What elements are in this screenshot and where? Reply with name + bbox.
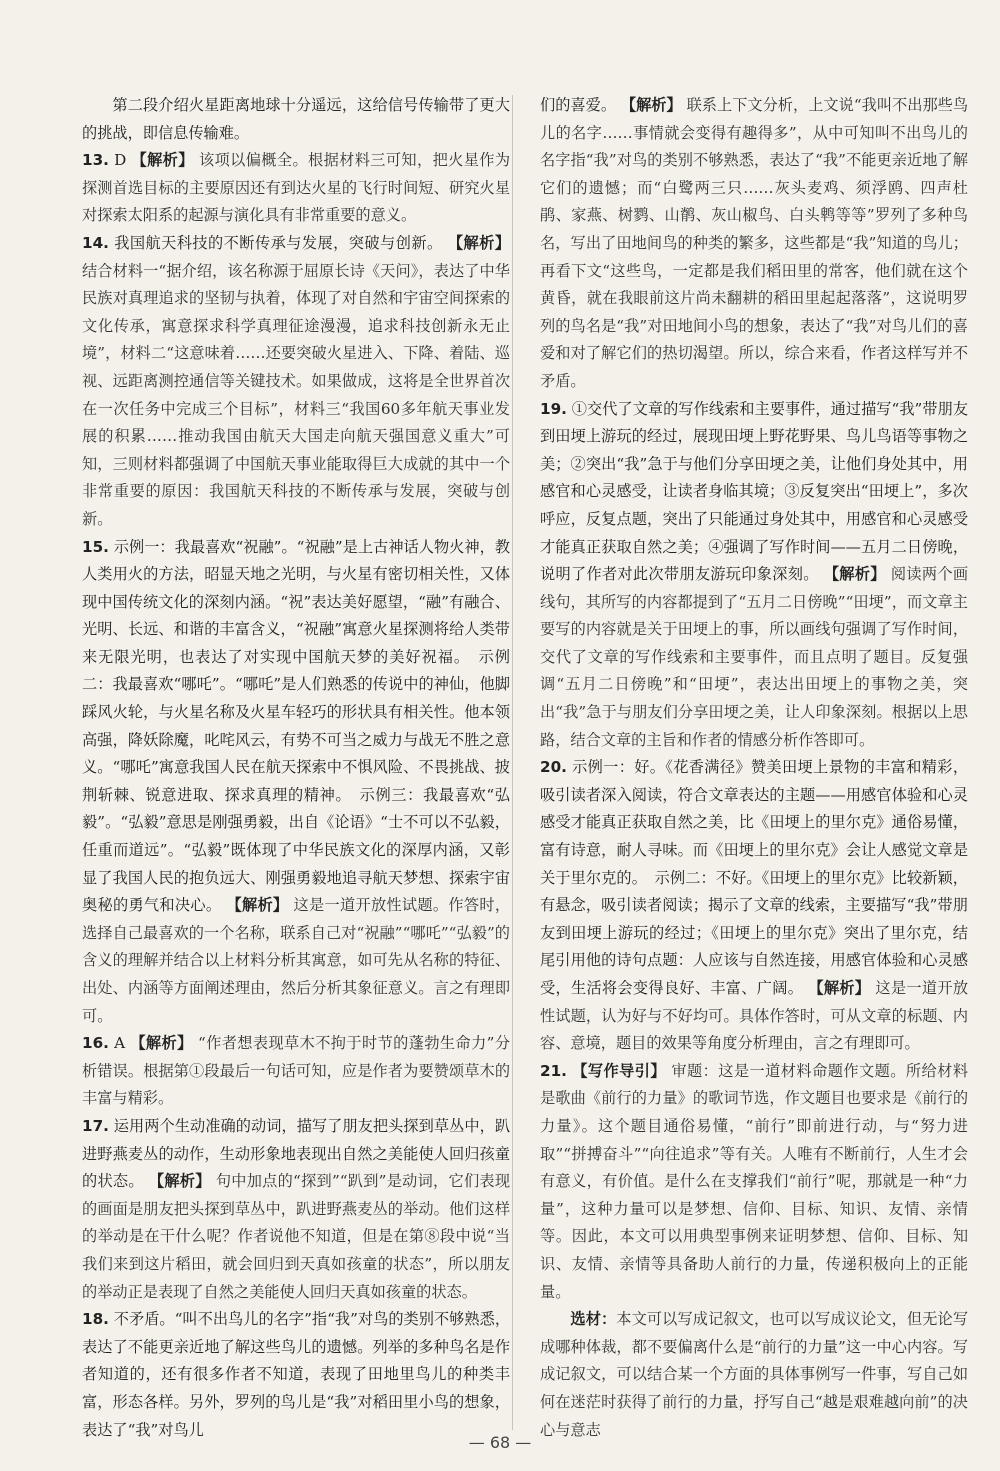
analysis-text: “作者想表现草木不拘于时节的蓬勃生命力”分析错误。根据第①段最后一句话可知，应是作者为要赞颂草木的丰富与精彩。 [82, 1034, 511, 1108]
material-selection [540, 1306, 968, 1444]
question-20 [540, 754, 968, 1058]
analysis-tag: 【解析】 [620, 96, 682, 114]
question-number: 21. [540, 1061, 567, 1080]
q12-continuation: 第二段介绍火星距离地球十分遥远，这给信号传输带了更大的挑战，即信息传输难。 [82, 96, 510, 142]
answer-text: 示例一：我最喜欢“祝融”。“祝融”是上古神话人物火神，教人类用火的方法，昭显天地之光明，与火星有密切相关性，又体现中国传统文化的深刻内涵。“祝”表达美好愿望，“融”有融合、光明、长远、和谐的丰富含义，“祝融”寓意火星探测将给人类带来无限光明，也表达了对实现中国航天梦的美好祝福。 示例二：我最喜欢“哪吒”。“哪吒”是人们熟悉的传说中的神仙，他脚踩风火轮，与火星名称及火星车轻巧的形状具有相关性。他本领高强，降妖除魔，叱咤风云，有势不可当之威力与战无不胜之意义。“哪吒”寓意我国人民在航天探索中不惧风险、不畏挑战、披荆斩棘、锐意进取、探求真理的精神。 示例三：我最喜欢“弘毅”。“弘毅”意思是刚强勇毅，出自《论语》“士不可以不弘毅，任重而道远”。“弘毅”既体现了中华民族文化的深厚内涵，又彰显了我国人民的抱负远大、刚强勇毅地追寻航天梦想、探索宇宙奥秘的勇气和决心。 [82, 537, 511, 915]
answer-text: 我国航天科技的不断传承与发展，突破与创新。 [114, 233, 443, 252]
writing-guide-text: 审题：这是一道材料命题作文题。所给材料是歌曲《前行的力量》的歌词节选，作文题目也要求是《前行的力量》。这个题目通俗易懂，“前行”即前进行动，与“努力进取”“拼搏奋斗”“向往追求”等有关。人唯有不断前行，人生才会有意义，有价值。是什么在支撑我们“前行”呢，那就是一种“力量”，这种力量可以是梦想、信仰、目标、知识、友情、亲情等。因此，本文可以用典型事例来证明梦想、信仰、目标、知识、友情、亲情等具备助人前行的力量，传递积极向上的正能量。 [540, 1061, 969, 1301]
page-number: — 68 — [468, 1433, 532, 1452]
analysis-tag: 【解析】 [808, 979, 871, 997]
answer-text: A [114, 1034, 126, 1053]
material-selection-label: 选材： [570, 1310, 617, 1329]
answer-text: ①交代了文章的写作线索和主要事件，通过描写“我”带朋友到田埂上游玩的经过，展现田埂上野花野果、鸟儿鸟语等事物之美；②突出“我”急于与他们分享田埂之美，让他们身处其中，用感官和心灵感受，让读者身临其境；③反复突出“田埂上”，多次呼应，反复点题，突出了只能通过身处其中，用感官和心灵感受才能真正获取自然之美；④强调了写作时间——五月二日傍晚，说明了作者对此次带朋友游玩印象深刻。 [540, 399, 969, 584]
question-19 [540, 396, 968, 755]
writing-guide-tag: 【写作导引】 [572, 1061, 667, 1080]
answer-text: D [114, 151, 127, 170]
question-number: 18. [82, 1310, 109, 1329]
question-13 [82, 147, 510, 230]
question-16 [82, 1030, 510, 1113]
question-number: 19. [540, 399, 567, 418]
analysis-text: 句中加点的“探到”“趴到”是动词，它们表现的画面是朋友把头探到草丛中，趴进野燕麦丛的举动。他们这样的举动是在干什么呢？作者说他不知道，但是在第⑧段中说“当我们来到这片稻田，就会回归到天真如孩童的状态”，所以朋友的举动正是表现了自然之美能使人回归天真如孩童的状态。 [82, 1172, 511, 1301]
question-number: 17. [82, 1116, 109, 1135]
analysis-tag: 【解析】 [131, 151, 194, 170]
question-number: 13. [82, 151, 109, 170]
material-selection-text: 本文可以写成记叙文，也可以写成议论文，但无论写成哪种体裁，都不要偏离什么是“前行的力量”这一中心内容。写成记叙文，可以结合某一个方面的具体事例写一件事，写自己如何在迷茫时获得了前行的力量，抒写自己“越是艰难越向前”的决心与意志 [540, 1310, 968, 1439]
question-number: 20. [540, 758, 567, 777]
left-column [82, 92, 510, 1444]
analysis-tag: 【解析】 [148, 1172, 211, 1191]
analysis-text: 阅读两个画线句，其所写的内容都提到了“五月二日傍晚”“田埂”，而文章主要写的内容就是关于田埂上的事，所以画线句强调了写作时间，交代了文章的写作线索和主要事件，而且点明了题目。反复强调“五月二日傍晚”和“田埂”，表达出田埂上的事物之美，突出“我”急于与朋友们分享田埂之美，让人印象深刻。根据以上思路，结合文章的主旨和作者的情感分析作答即可。 [540, 565, 969, 749]
analysis-text: 该项以偏概全。根据材料三可知，把火星作为探测首选目标的主要原因还有到达火星的飞行时间短、研究火星对探索太阳系的起源与演化具有非常重要的意义。 [82, 151, 511, 225]
analysis-tag: 【解析】 [823, 565, 886, 584]
answer-text: 示例一：好。《花香满径》赞美田埂上景物的丰富和精彩，吸引读者深入阅读，符合文章表达的主题——用感官体验和心灵感受才能真正获取自然之美，比《田埂上的里尔克》通俗易懂，富有诗意，耐人寻味。而《田埂上的里尔克》会让人感觉文章是关于里尔克的。 示例二：不好。《田埂上的里尔克》比较新颖，有悬念，吸引读者阅读；揭示了文章的线索，主要描写“我”带朋友到田埂上游玩的经过；《田埂上的里尔克》突出了里尔克，结尾引用他的诗句点题：人应该与自然连接，用感官体验和心灵感受，生活将会变得良好、丰富、广阔。 [540, 758, 969, 997]
analysis-text: 这是一道开放性试题，认为好与不好均可。具体作答时，可从文章的标题、内容、意境，题目的效果等角度分析理由，言之有理即可。 [540, 979, 969, 1053]
question-18-continued [540, 92, 968, 396]
question-21 [540, 1058, 968, 1306]
analysis-text: 这是一道开放性试题。作答时，选择自己最喜欢的一个名称，联系自己对“祝融”“哪吒”“弘毅”的含义的理解并结合以上材料分析其寓意，如可先从名称的特征、出处、内涵等方面阐述理由，然后分析其象征意义。言之有理即可。 [82, 896, 511, 1025]
analysis-tag: 【解析】 [447, 233, 511, 252]
analysis-tag: 【解析】 [130, 1034, 193, 1053]
question-number: 16. [82, 1034, 109, 1053]
question-15 [82, 534, 510, 1031]
analysis-tag: 【解析】 [226, 896, 289, 915]
analysis-text: 结合材料一“据介绍，该名称源于屈原长诗《天问》，表达了中华民族对真理追求的坚韧与执着，体现了对自然和宇宙空间探索的文化传承，寓意探求科学真理征途漫漫，追求科技创新永无止境”，材料二“这意味着……还要突破火星进入、下降、着陆、巡视、远距离测控通信等关键技术。如果做成，这将是全世界首次在一次任务中完成三个目标”，材料三“我国60多年航天事业发展的积累……推动我国由航天大国走向航天强国意义重大”可知，三则材料都强调了中国航天事业能取得巨大成就的其中一个非常重要的原因：我国航天科技的不断传承与发展，突破与创新。 [82, 261, 510, 528]
answer-text: 不矛盾。“叫不出鸟儿的名字”指“我”对鸟的类别不够熟悉，表达了不能更亲近地了解这些鸟儿的遗憾。列举的多种鸟名是作者知道的，还有很多作者不知道，表现了田地里鸟儿的种类丰富，形态各样。另外，罗列的鸟儿是“我”对稻田里小鸟的想象，表达了“我”对鸟儿 [82, 1310, 511, 1439]
answer-text: 运用两个生动准确的动词，描写了朋友把头探到草丛中，趴进野燕麦丛的动作，生动形象地表现出自然之美能使人回归孩童的状态。 [82, 1116, 511, 1191]
column-divider [512, 95, 513, 1430]
question-14 [82, 230, 510, 534]
question-17 [82, 1113, 510, 1306]
question-number: 14. [82, 233, 109, 252]
right-column [540, 92, 968, 1444]
question-number: 15. [82, 537, 109, 556]
answer-text: 们的喜爱。 [540, 96, 617, 114]
analysis-text: 联系上下文分析，上文说“我叫不出那些鸟儿的名字……事情就会变得有趣得多”，从中可知叫不出鸟儿的名字指“我”对鸟的类别不够熟悉，表达了“我”不能更亲近地了解它们的遗憾；而“白鹭两三只……灰头麦鸡、须浮鸥、四声杜鹃、家燕、树鹨、山鹡、灰山椒鸟、白头鹎等等”罗列了多种鸟名，写出了田地间鸟的种类的繁多，这些都是“我”知道的鸟儿；再看下文“这些鸟，一定都是我们稻田里的常客，他们就在这个黄昏，就在我眼前这片尚未翻耕的稻田里起起落落”，这说明罗列的鸟名是“我”对田地间小鸟的想象，表达了“我”对鸟儿们的喜爱和对了解它们的热切渴望。所以，综合来看，作者这样写并不矛盾。 [540, 96, 969, 390]
question-18 [82, 1306, 510, 1444]
